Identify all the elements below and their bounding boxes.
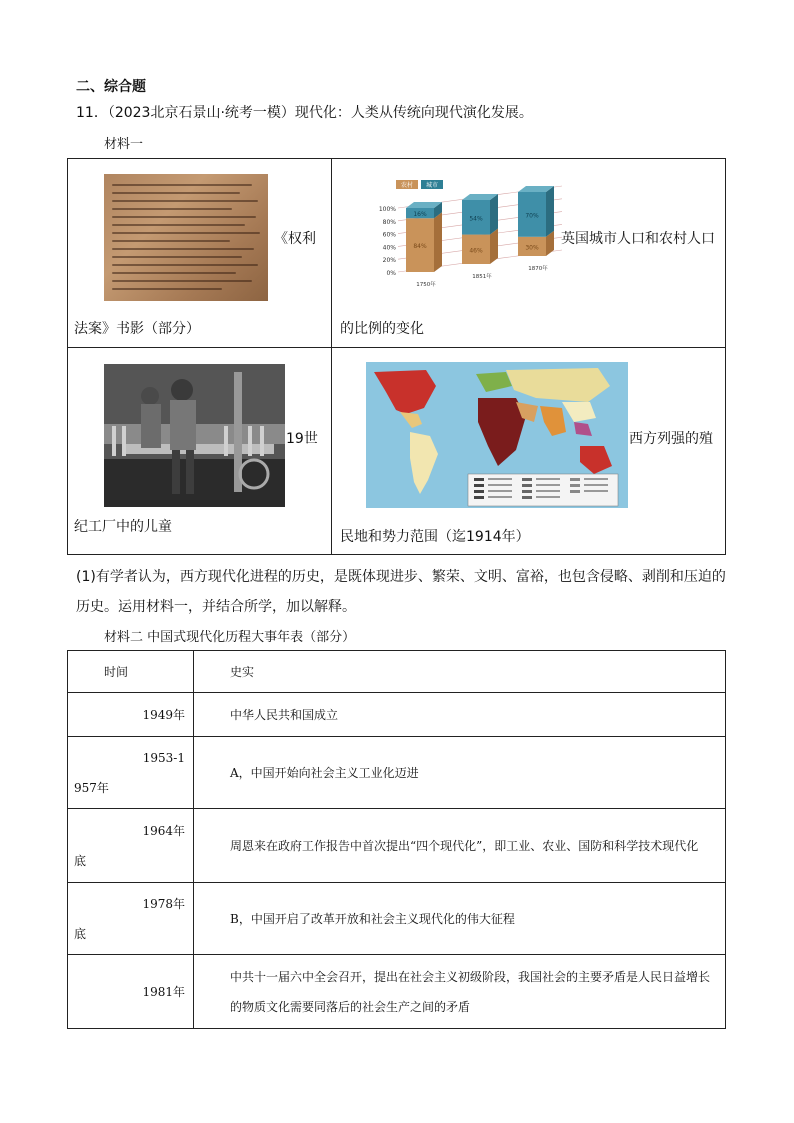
y-tick-label: 100% — [378, 206, 396, 213]
cell3-caption-b: 纪工厂中的儿童 — [74, 519, 172, 535]
legend-label: 农村 — [400, 182, 414, 189]
factory-children-photo — [104, 364, 285, 507]
cell1-caption-b: 法案》书影（部分） — [74, 321, 200, 337]
chronology-table — [67, 650, 726, 1029]
row-time: 1964年 底 — [68, 809, 194, 883]
cell1-caption-a: 《权利 — [274, 231, 316, 247]
section-title: 二、综合题 — [76, 79, 146, 95]
y-tick-label: 0% — [386, 270, 396, 277]
colonial-map — [366, 362, 628, 508]
table-row — [68, 693, 726, 737]
cell3-caption-a: 19世 — [286, 431, 318, 447]
bill-of-rights-image — [104, 174, 268, 301]
data-label: 16% — [413, 211, 427, 219]
bar-side — [490, 229, 498, 264]
y-tick-label: 60% — [382, 231, 396, 239]
row-event: B，中国开启了改革开放和社会主义现代化的伟大征程 — [194, 883, 726, 955]
row-event: 中华人民共和国成立 — [194, 693, 726, 737]
question-stem: 11．（2023北京石景山·统考一模）现代化：人类从传统向现代演化发展。 — [76, 105, 533, 121]
y-tick-label: 80% — [382, 218, 396, 226]
data-label: 30% — [525, 244, 539, 252]
y-tick-label: 40% — [382, 244, 396, 252]
cell4-caption-a: 西方列强的殖 — [629, 431, 713, 447]
y-tick-label: 20% — [382, 257, 396, 265]
table-header-row — [68, 651, 726, 693]
row-time: 1981年 — [68, 955, 194, 1029]
row-event: 中共十一届六中全会召开，提出在社会主义初级阶段，我国社会的主要矛盾是人民日益增长的物质文化需要同落后的社会生产之间的矛盾 — [194, 955, 726, 1029]
row-time: 1978年 底 — [68, 883, 194, 955]
bar-side — [490, 194, 498, 235]
legend-label: 城市 — [425, 182, 439, 189]
table-divider — [331, 159, 332, 554]
table-row — [68, 883, 726, 955]
data-label: 84% — [413, 243, 427, 251]
bar-side — [546, 186, 554, 237]
table-divider — [68, 347, 725, 348]
cell2-caption-a: 英国城市人口和农村人口 — [561, 231, 715, 247]
table-row — [68, 809, 726, 883]
x-tick-label: 1750年 — [416, 282, 436, 288]
header-time: 时间 — [68, 651, 194, 693]
subquestion-1: (1)有学者认为，西方现代化进程的历史，是既体现进步、繁荣、文明、富裕，也包含侵略、剥削和压迫的历史。运用材料一，并结合所学，加以解释。 — [76, 569, 726, 615]
material2-label: 材料二 中国式现代化历程大事年表（部分） — [104, 630, 356, 645]
table-row — [68, 955, 726, 1029]
material1-label: 材料一 — [104, 137, 144, 152]
data-label: 70% — [525, 212, 539, 220]
row-time: 1949年 — [68, 693, 194, 737]
row-event: 周恩来在政府工作报告中首次提出“四个现代化”，即工业、农业、国防和科学技术现代化 — [194, 809, 726, 883]
row-time: 1953-1 957年 — [68, 737, 194, 809]
population-chart — [366, 176, 566, 300]
data-label: 46% — [469, 247, 483, 255]
x-tick-label: 1851年 — [472, 274, 492, 280]
header-event: 史实 — [194, 651, 726, 693]
cell2-caption-b: 的比例的变化 — [340, 321, 424, 337]
table-row — [68, 737, 726, 809]
cell4-caption-b: 民地和势力范围（迄1914年） — [340, 529, 530, 545]
row-event: A，中国开始向社会主义工业化迈进 — [194, 737, 726, 809]
x-tick-label: 1870年 — [528, 266, 548, 272]
data-label: 54% — [469, 215, 483, 223]
bar-side — [434, 212, 442, 272]
